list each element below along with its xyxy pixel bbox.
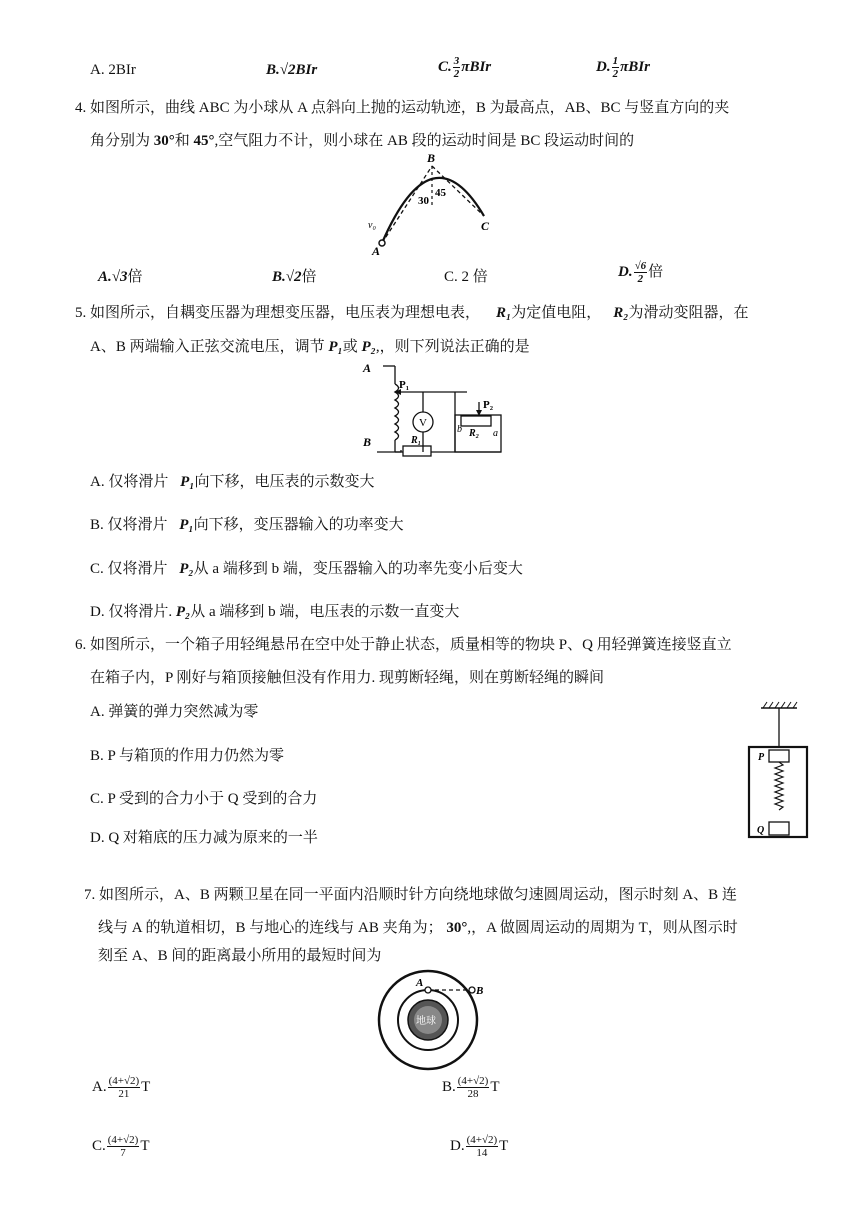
q4-line2-c: 和 — [174, 133, 194, 149]
q4-angle-30: 30° — [153, 133, 175, 149]
q7-line1: 7. 如图所示，A、B 两颗卫星在同一平面内沿顺时针方向绕地球做匀速圆周运动，图示时刻 A、B 连 — [84, 887, 737, 903]
q5-label-a: A — [363, 361, 372, 375]
q5-p1: P₁ — [328, 339, 343, 355]
q7-option-b: B. $\frac{(4+√2)}{28}$ T — [442, 1075, 500, 1100]
q5-option-d-p: P₂ — [175, 604, 191, 620]
q4-label-b: B — [427, 151, 436, 165]
q4-option-b-tail: 倍 — [301, 269, 317, 285]
q4-option-d-num: √6 — [634, 260, 647, 273]
q6-box-figure — [745, 700, 815, 845]
q5-option-a: A. 仅将滑片 P₁向下移，电压表的示数变大 — [90, 474, 375, 490]
q7-orbit-figure — [372, 968, 492, 1072]
q4-option-b-math: √2 — [285, 269, 302, 285]
q4-option-a-prefix: A. — [98, 269, 112, 285]
q7-line2 — [98, 918, 738, 938]
q5-option-c-p: P₂ — [179, 561, 194, 577]
q7-line2-c: ,，A 做圆周运动的周期为 T，则从图示时 — [467, 920, 738, 936]
q4-line2-e: ,空气阻力不计，则小球在 AB 段的运动时间是 BC 段运动时间的 — [214, 133, 635, 149]
q5-label-p2: P₂ — [483, 399, 494, 411]
q6-spring — [775, 762, 783, 810]
q4-option-a-tail: 倍 — [127, 269, 143, 285]
q4-label-angle45: 45 — [435, 187, 446, 199]
q5-option-c: C. 仅将滑片 P₂从 a 端移到 b 端，变压器输入的功率先变小后变大 — [90, 561, 523, 577]
q5-label-p1: P₁ — [399, 379, 410, 391]
q4-trajectory-curve — [382, 178, 484, 243]
q4-label-c: C — [481, 219, 490, 233]
q4-label-v0: v₀ — [368, 220, 376, 231]
q5-line2-b: 或 — [342, 339, 362, 355]
q7-label-b: B — [476, 985, 484, 997]
q5-line2 — [90, 337, 530, 357]
q7-option-a-den: 21 — [118, 1088, 130, 1100]
q6-option-b: B. P 与箱顶的作用力仍然为零 — [90, 748, 285, 764]
q5-line1 — [75, 303, 749, 323]
q5-r2: R₂ — [613, 305, 629, 321]
q7-option-d-den: 14 — [476, 1147, 488, 1159]
q3-option-c-prefix: C. — [438, 58, 452, 75]
q6-label-p: P — [758, 752, 765, 763]
q4-option-b — [272, 267, 317, 287]
q7-earth-label: 地球 — [416, 1016, 436, 1027]
q5-option-d: D. 仅将滑片. P₂从 a 端移到 b 端，电压表的示数一直变大 — [90, 604, 460, 620]
q4-label-a: A — [372, 244, 381, 258]
q5-option-b: B. 仅将滑片 P₁向下移，变压器输入的功率变大 — [90, 517, 404, 533]
q4-option-d-den: 2 — [637, 273, 644, 286]
q5-label-slider-a: a — [493, 428, 498, 439]
q3-option-d-tail: πBIr — [620, 58, 650, 75]
q3-option-b — [266, 60, 317, 80]
q5-line2-c: ,，则下列说法正确的是 — [375, 339, 530, 355]
q7-satellite-a — [425, 987, 431, 993]
q7-option-d: D. $\frac{(4+√2)}{14}$ T — [450, 1134, 509, 1159]
q5-p2: P₂ — [361, 339, 376, 355]
q5-label-r2: R₂ — [469, 428, 480, 439]
q5-line1-b: 为定值电阻， — [511, 305, 602, 321]
q5-r1: R₁ — [496, 305, 512, 321]
q6-line2: 在箱子内，P 刚好与箱顶接触但没有作用力. 现剪断轻绳，则在剪断轻绳的瞬间 — [90, 670, 605, 686]
q7-option-b-num: (4+√2) — [457, 1075, 489, 1087]
q5-line1-a: 5. 如图所示，自耦变压器为理想变压器，电压表为理想电表， — [75, 305, 481, 321]
q6-option-a: A. 弹簧的弹力突然减为零 — [90, 704, 259, 720]
q4-option-d — [618, 260, 663, 285]
q4-angle-45: 45° — [193, 133, 215, 149]
q4-line2-a: 角分别为 — [90, 133, 154, 149]
q4-line1: 4. 如图所示，曲线 ABC 为小球从 A 点斜向上抛的运动轨迹，B 为最高点，AB、BC 与竖直方向的夹 — [75, 100, 730, 116]
q7-angle-30: 30° — [446, 920, 468, 936]
q7-option-a: A. $\frac{(4+√2)}{21}$ T — [92, 1075, 151, 1100]
q7-line2-a: 线与 A 的轨道相切，B 与地心的连线与 AB 夹角为； — [98, 920, 447, 936]
q7-option-a-num: (4+√2) — [108, 1075, 140, 1087]
q4-trajectory-figure — [360, 148, 500, 258]
q5-resistor-r1 — [403, 446, 431, 456]
q4-option-a — [98, 267, 143, 287]
q6-block-p — [769, 750, 789, 762]
q5-circuit-figure — [355, 360, 507, 460]
q7-option-b-den: 28 — [467, 1088, 479, 1100]
q3-option-b-math: √2BIr — [279, 62, 318, 78]
q6-block-q — [769, 822, 789, 835]
q3-option-d-prefix: D. — [596, 58, 611, 75]
q4-option-a-math: √3 — [111, 269, 128, 285]
q5-option-a-p: P₁ — [180, 474, 195, 490]
q4-label-angle30: 30 — [418, 195, 429, 207]
q5-resistor-r2 — [461, 416, 491, 426]
q3-option-c — [438, 55, 491, 80]
q4-option-d-tail: 倍 — [648, 264, 664, 280]
q6-label-q: Q — [757, 825, 765, 836]
q3-option-c-num: 3 — [453, 55, 460, 67]
q3-option-d-num: 1 — [612, 55, 619, 67]
q7-option-c-den: 7 — [120, 1147, 126, 1159]
q7-option-c-num: (4+√2) — [107, 1134, 139, 1146]
q5-line2-a: A、B 两端输入正弦交流电压，调节 — [90, 339, 329, 355]
q3-option-c-den: 2 — [453, 68, 460, 80]
q6-line1: 6. 如图所示，一个箱子用轻绳悬吊在空中处于静止状态，质量相等的物块 P、Q 用轻弹簧连接竖直立 — [75, 637, 732, 653]
q4-option-d-prefix: D. — [618, 264, 633, 280]
q5-label-b: B — [363, 435, 372, 449]
q7-satellite-b — [469, 987, 475, 993]
q5-label-slider-b: b — [457, 424, 462, 435]
q5-label-v: V — [419, 417, 427, 429]
q3-option-c-tail: πBIr — [461, 58, 492, 75]
q3-option-d-den: 2 — [612, 68, 619, 80]
q5-option-b-p: P₁ — [179, 517, 194, 533]
q6-option-d: D. Q 对箱底的压力减为原来的一半 — [90, 830, 318, 846]
q3-option-b-prefix: B. — [266, 62, 280, 78]
q3-option-a: A. 2BIr — [90, 62, 136, 78]
q4-option-b-prefix: B. — [272, 269, 286, 285]
q3-option-d — [596, 55, 650, 80]
q6-option-c: C. P 受到的合力小于 Q 受到的合力 — [90, 791, 318, 807]
q4-option-c: C. 2 倍 — [444, 269, 488, 285]
q7-option-d-num: (4+√2) — [466, 1134, 498, 1146]
q7-line3: 刻至 A、B 间的距离最小所用的最短时间为 — [98, 948, 382, 964]
q5-label-r1: R₁ — [411, 435, 422, 446]
q7-label-a: A — [416, 977, 424, 989]
q5-line1-c: 为滑动变阻器，在 — [628, 305, 749, 321]
q7-option-c: C. $\frac{(4+√2)}{7}$ T — [92, 1134, 150, 1159]
